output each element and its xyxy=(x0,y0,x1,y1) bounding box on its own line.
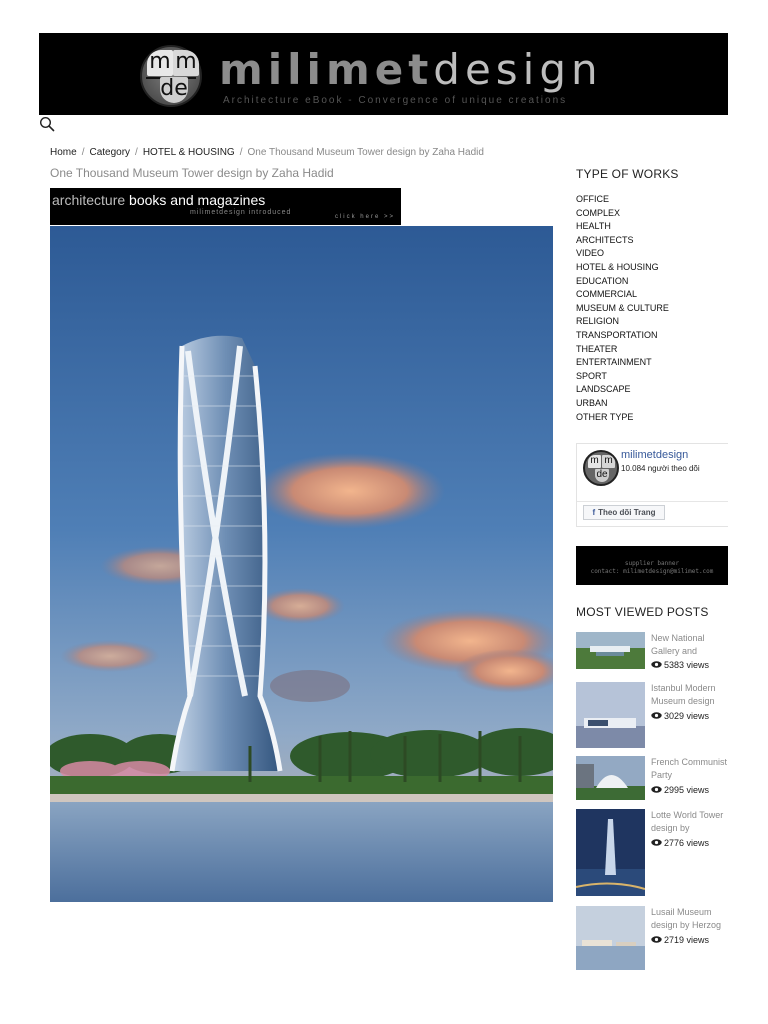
most-viewed-item[interactable] xyxy=(576,906,728,970)
breadcrumb-separator: / xyxy=(81,147,85,158)
post-thumbnail[interactable] xyxy=(576,809,645,896)
post-views xyxy=(651,660,709,670)
ad-subtext: milimetdesign introduced xyxy=(190,209,292,216)
type-link-health[interactable]: HEALTH xyxy=(576,221,611,232)
type-link-office[interactable]: OFFICE xyxy=(576,194,609,204)
type-link-religion[interactable]: RELIGION xyxy=(576,316,620,327)
logo-letter: m xyxy=(173,50,199,76)
post-thumbnail[interactable] xyxy=(576,906,645,970)
type-link-commercial[interactable]: COMMERCIAL xyxy=(576,289,638,300)
facebook-divider xyxy=(577,501,728,502)
type-link-architects[interactable]: ARCHITECTS xyxy=(576,234,634,245)
type-link-landscape[interactable]: LANDSCAPE xyxy=(576,384,631,395)
type-link-theater[interactable]: THEATER xyxy=(576,343,618,354)
site-logo[interactable] xyxy=(140,45,202,107)
most-viewed-heading: MOST VIEWED POSTS xyxy=(576,605,709,619)
post-title[interactable]: Lusail Museum design by Herzog xyxy=(651,907,722,930)
most-viewed-item[interactable] xyxy=(576,809,728,896)
facebook-follow-label: Theo dõi Trang xyxy=(598,508,656,517)
brand-tagline: Architecture eBook - Convergence of unique creations xyxy=(223,95,568,106)
supplier-banner[interactable] xyxy=(576,546,728,585)
facebook-follower-count: 10.084 người theo dõi xyxy=(621,464,700,473)
eye-icon xyxy=(651,712,662,719)
breadcrumb-separator: / xyxy=(135,147,138,158)
ad-headline-highlight: architecture xyxy=(52,192,126,208)
ad-cta[interactable]: click here >> xyxy=(334,214,395,220)
post-thumbnail[interactable] xyxy=(576,756,645,800)
breadcrumb-separator: / xyxy=(239,147,243,158)
type-link-urban[interactable]: URBAN xyxy=(576,397,608,408)
type-link-transportation[interactable]: TRANSPORTATION xyxy=(576,329,658,340)
type-link-education[interactable]: EDUCATION xyxy=(576,275,629,286)
eye-icon xyxy=(651,786,662,793)
type-link-sport[interactable]: SPORT xyxy=(576,370,607,381)
logo-letter: m xyxy=(147,50,173,76)
type-link-other-type[interactable]: OTHER TYPE xyxy=(576,411,634,422)
facebook-page-avatar[interactable] xyxy=(583,450,619,486)
breadcrumb-current: One Thousand Museum Tower design by Zaha Hadid xyxy=(247,147,484,158)
type-link-museum-culture[interactable]: MUSEUM & CULTURE xyxy=(576,302,669,313)
eye-icon xyxy=(651,839,662,846)
avatar-letter: m xyxy=(588,455,601,468)
type-link-video[interactable]: VIDEO xyxy=(576,248,605,259)
facebook-follow-button[interactable] xyxy=(583,505,665,520)
post-views-count: 3029 views xyxy=(664,711,710,721)
brand-bold: milimet xyxy=(219,45,434,94)
type-link-entertainment[interactable]: ENTERTAINMENT xyxy=(576,357,652,368)
facebook-page-name[interactable]: milimetdesign xyxy=(621,449,689,461)
most-viewed-item[interactable] xyxy=(576,756,728,800)
post-views xyxy=(651,935,709,945)
ad-headline xyxy=(52,192,265,208)
breadcrumb-section[interactable]: HOTEL & HOUSING xyxy=(142,147,235,158)
type-of-works-list xyxy=(576,193,669,424)
post-thumbnail[interactable] xyxy=(576,632,645,669)
supplier-line-2: contact: milimetdesign@milimet.com xyxy=(590,568,714,575)
most-viewed-item[interactable] xyxy=(576,632,728,670)
header-banner[interactable] xyxy=(39,33,728,115)
type-of-works-heading: TYPE OF WORKS xyxy=(576,167,679,181)
post-views-count: 2776 views xyxy=(664,838,710,848)
post-views-count: 2995 views xyxy=(664,785,710,795)
ad-banner-books[interactable] xyxy=(50,188,401,225)
brand-thin: design xyxy=(433,45,603,94)
hero-image-tower xyxy=(50,226,553,902)
type-link-hotel-housing[interactable]: HOTEL & HOUSING xyxy=(576,261,659,272)
post-views xyxy=(651,711,709,721)
breadcrumb-home[interactable]: Home xyxy=(50,147,77,158)
facebook-icon: f xyxy=(592,508,596,517)
search-icon[interactable] xyxy=(39,116,55,132)
supplier-line-1: supplier banner xyxy=(624,560,680,567)
ad-headline-main: books and magazines xyxy=(125,192,266,208)
post-title[interactable]: Lotte World Tower design by xyxy=(651,810,724,833)
most-viewed-item[interactable] xyxy=(576,682,728,748)
post-thumbnail[interactable] xyxy=(576,682,645,748)
facebook-page-widget xyxy=(576,443,728,527)
brand-name xyxy=(219,45,603,95)
post-views xyxy=(651,838,709,848)
eye-icon xyxy=(651,936,662,943)
page-title: One Thousand Museum Tower design by Zaha Hadid xyxy=(50,166,334,180)
eye-icon xyxy=(651,661,662,668)
type-link-complex[interactable]: COMPLEX xyxy=(576,207,621,218)
breadcrumb xyxy=(50,147,484,158)
post-title[interactable]: New National Gallery and xyxy=(651,633,705,656)
post-title[interactable]: Istanbul Modern Museum design xyxy=(651,683,716,706)
post-views-count: 5383 views xyxy=(664,660,710,670)
logo-letter: de xyxy=(160,76,188,101)
post-views xyxy=(651,785,709,795)
breadcrumb-category[interactable]: Category xyxy=(89,147,131,158)
avatar-letter: m xyxy=(602,455,615,468)
avatar-letter: de xyxy=(596,469,608,480)
post-title[interactable]: French Communist Party xyxy=(651,757,728,780)
post-views-count: 2719 views xyxy=(664,935,710,945)
